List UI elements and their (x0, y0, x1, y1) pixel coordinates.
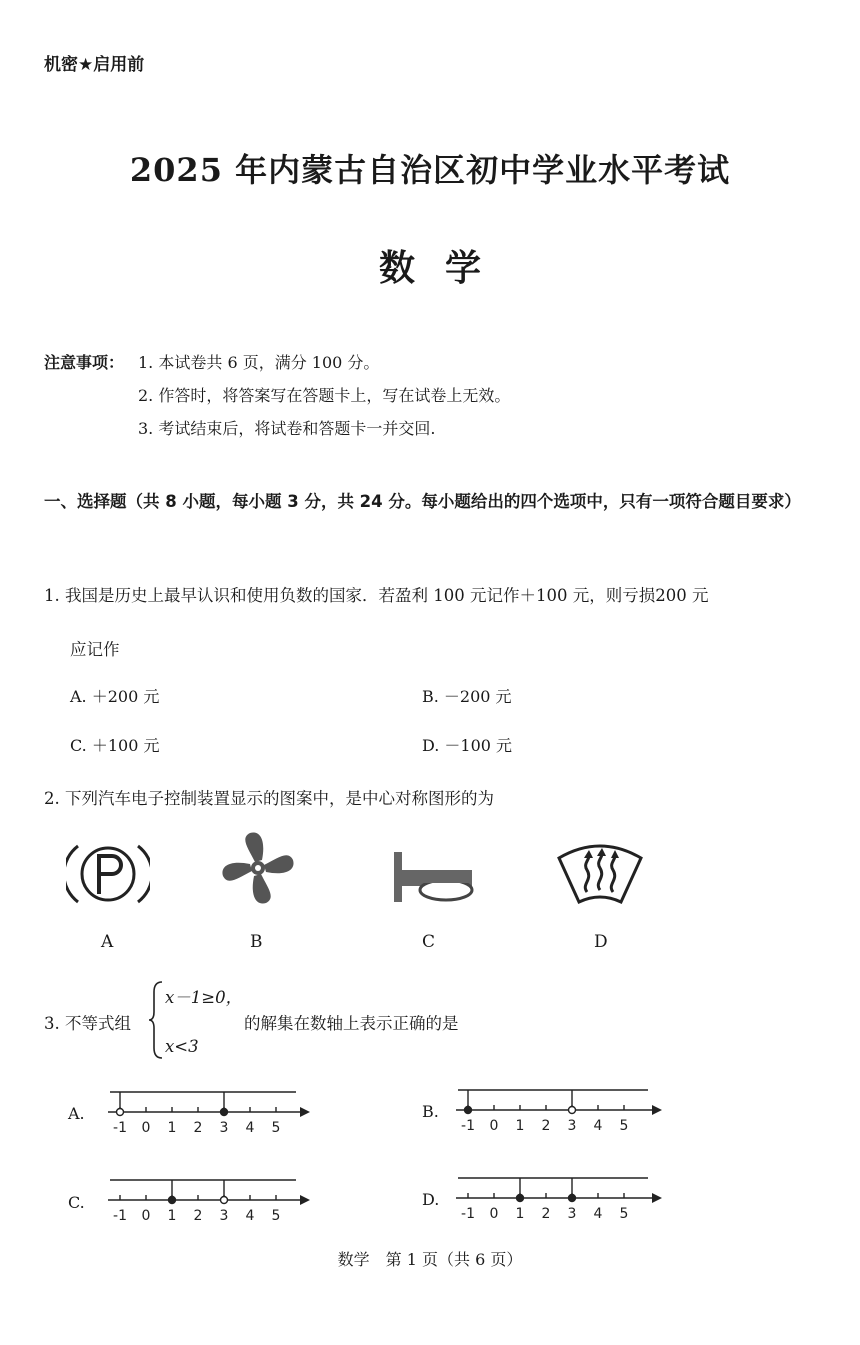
closed-endpoint (221, 1109, 228, 1116)
exam-title: 2025 年内蒙古自治区初中学业水平考试 (129, 151, 731, 189)
tick-label: 5 (271, 1120, 281, 1136)
question-3-prefix: 3. 不等式组 (44, 1014, 131, 1033)
section-heading: 一、选择题（共 8 小题，每小题 3 分，共 24 分。每小题给出的四个选项中，只有一项符合题目要求） (44, 492, 801, 511)
tick-label: 0 (489, 1206, 499, 1222)
tick-label: 0 (141, 1208, 151, 1224)
q1-option-b: B. －200 元 (422, 687, 512, 706)
q3-option-a-label: A. (68, 1104, 85, 1123)
axis-arrow (300, 1107, 310, 1117)
question-3-suffix: 的解集在数轴上表示正确的是 (244, 1014, 459, 1033)
note-item: 3. 考试结束后，将试卷和答题卡一并交回. (138, 419, 436, 438)
solution-bracket (110, 1092, 296, 1112)
open-endpoint (221, 1197, 228, 1204)
q2-figure-c-label: C (422, 932, 436, 952)
closed-endpoint (465, 1107, 472, 1114)
tick-label: 1 (515, 1206, 525, 1222)
parking-p-icon (66, 838, 150, 910)
note-item: 2. 作答时，将答案写在答题卡上，写在试卷上无效。 (138, 386, 511, 405)
open-endpoint (117, 1109, 124, 1116)
tick-label: 3 (219, 1208, 229, 1224)
inequality-2: x<3 (165, 1037, 199, 1056)
q2-figure-d-label: D (594, 932, 608, 952)
question-1-text-cont: 应记作 (70, 640, 120, 659)
tick-label: -1 (461, 1118, 475, 1134)
number-line-b (452, 1078, 672, 1138)
notes-label: 注意事项： (44, 353, 125, 372)
inequality-1: x－1≥0， (165, 988, 243, 1007)
q1-option-d: D. －100 元 (422, 736, 513, 755)
q3-option-d-label: D. (422, 1190, 440, 1209)
tick-label: 2 (541, 1206, 551, 1222)
tick-label: 3 (567, 1206, 577, 1222)
axis-arrow (652, 1105, 662, 1115)
solution-bracket (458, 1178, 648, 1198)
system-brace (148, 980, 164, 1060)
question-1-text: 1. 我国是历史上最早认识和使用负数的国家．若盈利 100 元记作＋100 元，则亏损200 元 (44, 586, 709, 605)
tick-label: 3 (219, 1120, 229, 1136)
q3-option-c-label: C. (68, 1193, 85, 1212)
q3-option-b-label: B. (422, 1102, 439, 1121)
tick-label: 0 (141, 1120, 151, 1136)
tick-label: 5 (271, 1208, 281, 1224)
question-2-text: 2. 下列汽车电子控制装置显示的图案中，是中心对称图形的为 (44, 789, 494, 808)
tick-label: 4 (593, 1118, 603, 1134)
tick-label: -1 (113, 1208, 127, 1224)
axis-arrow (652, 1193, 662, 1203)
closed-endpoint (517, 1195, 524, 1202)
tick-label: 5 (619, 1206, 629, 1222)
closed-endpoint (569, 1195, 576, 1202)
page-footer: 数学 第 1 页（共 6 页） (337, 1250, 523, 1269)
windshield-defrost-icon (555, 840, 645, 906)
tick-label: 0 (489, 1118, 499, 1134)
number-line-d (452, 1168, 672, 1228)
q2-figure-b-label: B (250, 932, 263, 952)
tick-label: 2 (541, 1118, 551, 1134)
open-endpoint (569, 1107, 576, 1114)
number-line-a (100, 1080, 320, 1140)
solution-bracket (458, 1090, 648, 1110)
tick-label: 2 (193, 1120, 203, 1136)
tick-label: -1 (461, 1206, 475, 1222)
tick-label: 3 (567, 1118, 577, 1134)
solution-bracket (110, 1180, 296, 1200)
closed-endpoint (169, 1197, 176, 1204)
q1-option-c: C. ＋100 元 (70, 736, 160, 755)
tick-label: 4 (245, 1120, 255, 1136)
tick-label: 1 (167, 1208, 177, 1224)
tick-label: 1 (167, 1120, 177, 1136)
tick-label: 4 (245, 1208, 255, 1224)
tick-label: -1 (113, 1120, 127, 1136)
note-item: 1. 本试卷共 6 页，满分 100 分。 (138, 353, 380, 372)
horn-icon (388, 848, 480, 906)
q1-option-a: A. ＋200 元 (70, 687, 160, 706)
confidential-mark: 机密★启用前 (44, 55, 145, 75)
tick-label: 2 (193, 1208, 203, 1224)
fan-icon (220, 830, 296, 906)
axis-arrow (300, 1195, 310, 1205)
tick-label: 5 (619, 1118, 629, 1134)
subject-title: 数学 (378, 247, 511, 289)
q2-figure-a-label: A (101, 932, 114, 952)
tick-label: 1 (515, 1118, 525, 1134)
number-line-c (100, 1170, 320, 1230)
tick-label: 4 (593, 1206, 603, 1222)
